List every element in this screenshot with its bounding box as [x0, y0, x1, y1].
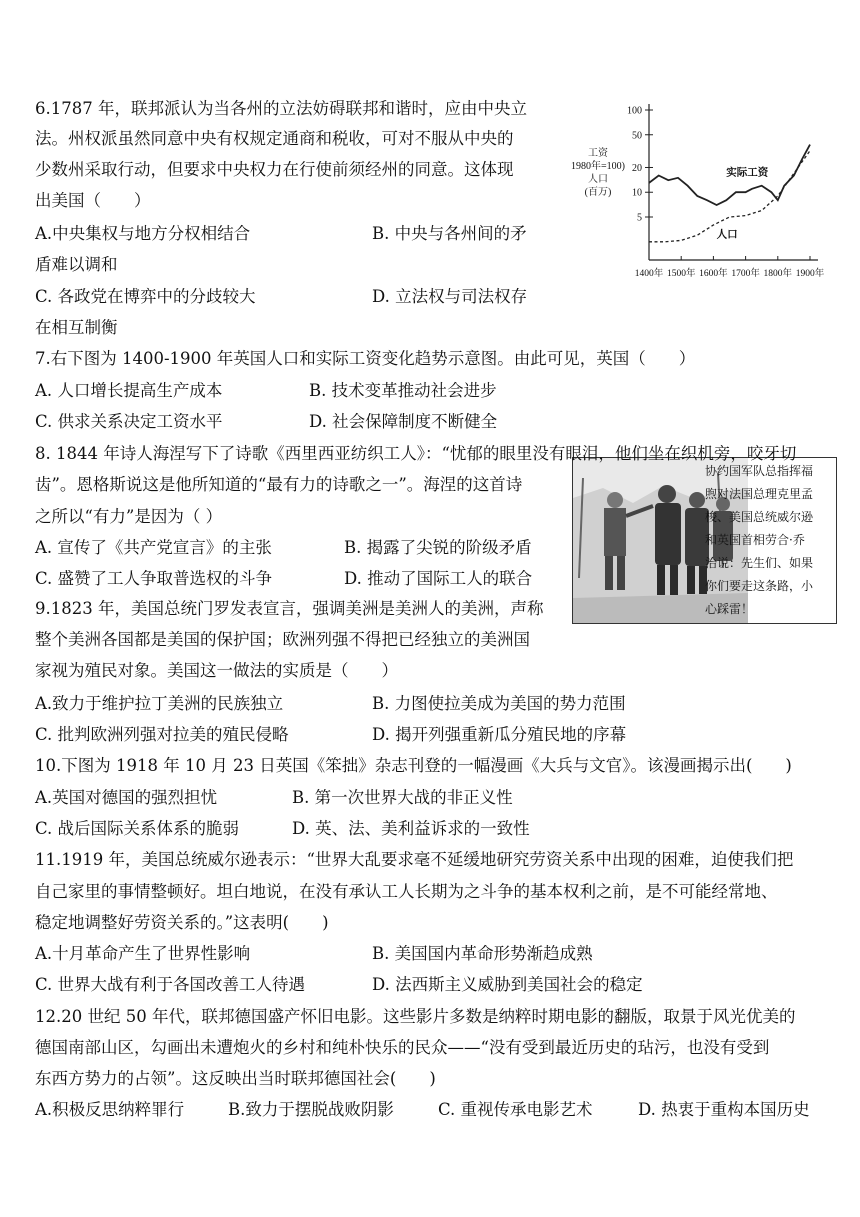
series-line-2	[649, 151, 810, 242]
q8-option-c: C. 盛赞了工人争取普选权的斗争	[35, 569, 273, 588]
q7-option-a: A. 人口增长提高生产成本	[35, 381, 223, 400]
q12-option-d: D. 热衷于重构本国历史	[638, 1100, 810, 1119]
x-tick-label: 1500年	[666, 269, 696, 279]
q10-stem: 10.下图为 1918 年 10 月 23 日英国《笨拙》杂志刊登的一幅漫画《大兵与文官》。该漫画揭示出( )	[35, 756, 792, 775]
cartoon-caption-5: 治说：先生们、如果	[705, 556, 814, 570]
q11-stem-line-3: 稳定地调整好劳资关系的。”这表明( )	[35, 913, 329, 932]
q6-option-b-cont: 盾难以调和	[35, 255, 118, 274]
q11-stem-line-1: 11.1919 年，美国总统威尔逊表示：“世界大乱要求毫不延缓地研究劳资关系中出现的困难，迫使我们把	[35, 850, 794, 869]
q6-option-b: B. 中央与各州间的矛	[372, 224, 527, 243]
cartoon-caption-3: 梭、美国总统威尔逊	[705, 510, 814, 524]
x-tick-label: 1600年	[699, 269, 728, 279]
q6-option-d: D. 立法权与司法权存	[372, 287, 528, 306]
series	[649, 145, 810, 242]
cartoon-caption-4: 和英国首相劳合·乔	[705, 533, 805, 547]
y-label-line: 工资	[588, 148, 608, 159]
x-tick-label: 1400年	[634, 269, 664, 279]
q11-stem-line-2: 自己家里的事情整顿好。坦白地说，在没有承认工人长期为之斗争的基本权利之前，是不可能经常地、	[35, 882, 778, 901]
q11-option-d: D. 法西斯主义威胁到美国社会的稳定	[372, 975, 643, 994]
y-label-line: (百万)	[584, 187, 612, 198]
q8-option-d: D. 推动了国际工人的联合	[344, 569, 533, 588]
q10-option-b: B. 第一次世界大战的非正义性	[292, 788, 513, 807]
q9-stem-line-1: 9.1823 年，美国总统门罗发表宣言，强调美洲是美洲人的美洲，声称	[35, 599, 544, 618]
cartoon-caption-1: 协约国军队总指挥福	[705, 464, 814, 478]
q12-stem-line-1: 12.20 世纪 50 年代，联邦德国盛产怀旧电影。这些影片多数是纳粹时期电影的翻版，取景于风光优美的	[35, 1007, 796, 1026]
q12-stem-line-3: 东西方势力的占领”。这反映出当时联邦德国社会( )	[35, 1069, 436, 1088]
cartoon-caption-2: 煦对法国总理克里孟	[705, 487, 814, 501]
q6-option-c: C. 各政党在博弈中的分歧较大	[35, 287, 256, 306]
q7-stem: 7.右下图为 1400-1900 年英国人口和实际工资变化趋势示意图。由此可见，英国（ ）	[35, 349, 696, 368]
q10-option-d: D. 英、法、美利益诉求的一致性	[292, 819, 530, 838]
q6-stem-line-1: 6.1787 年，联邦派认为当各州的立法妨碍联邦和谐时，应由中央立	[35, 99, 527, 118]
q7-option-b: B. 技术变革推动社会进步	[309, 381, 497, 400]
q7-option-d: D. 社会保障制度不断健全	[309, 412, 498, 431]
y-tick-label: 50	[632, 130, 642, 142]
y-tick-label: 100	[627, 105, 642, 117]
x-tick-label: 1800年	[763, 269, 793, 279]
q12-option-a: A.积极反思纳粹罪行	[35, 1100, 185, 1119]
q10-option-a: A.英国对德国的强烈担忧	[35, 788, 218, 807]
q11-option-b: B. 美国国内革命形势渐趋成熟	[372, 944, 593, 963]
q12-option-b: B.致力于摆脱战败阴影	[228, 1100, 394, 1119]
q12-option-c: C. 重视传承电影艺术	[438, 1100, 593, 1119]
cartoon-caption-7: 心踩雷！	[705, 602, 754, 616]
y-tick-label: 20	[632, 162, 642, 174]
q8-stem-line-2: 齿”。恩格斯说这是他所知道的“最有力的诗歌之一”。海涅的这首诗	[35, 475, 523, 494]
q7-option-c: C. 供求关系决定工资水平	[35, 412, 223, 431]
population-wage-chart	[570, 96, 830, 286]
chart-svg	[570, 96, 830, 286]
q10-option-c: C. 战后国际关系体系的脆弱	[35, 819, 240, 838]
series-label-wage: 实际工资	[726, 167, 769, 179]
q9-stem-line-3: 家视为殖民对象。美国这一做法的实质是（ ）	[35, 661, 398, 680]
q12-stem-line-2: 德国南部山区，勾画出未遭炮火的乡村和纯朴快乐的民众——“没有受到最近历史的玷污，也没有受到	[35, 1038, 770, 1057]
q8-option-b: B. 揭露了尖锐的阶级矛盾	[344, 538, 532, 557]
q6-stem-line-4: 出美国（ ）	[35, 191, 151, 210]
y-tick-label: 5	[637, 212, 642, 224]
q8-stem-line-3: 之所以“有力”是因为（ ）	[35, 507, 223, 526]
q6-stem-line-3: 少数州采取行动，但要求中央权力在行使前须经州的同意。这体现	[35, 160, 514, 179]
q8-option-a: A. 宣传了《共产党宣言》的主张	[35, 538, 272, 557]
q6-stem-line-2: 法。州权派虽然同意中央有权规定通商和税收，可对不服从中央的	[35, 129, 514, 148]
q9-option-b: B. 力图使拉美成为美国的势力范围	[372, 694, 626, 713]
q11-option-a: A.十月革命产生了世界性影响	[35, 944, 251, 963]
y-label-line: 1980年=100)	[571, 161, 625, 172]
x-tick-label: 1900年	[795, 269, 825, 279]
series-label-population: 人口	[716, 229, 738, 241]
y-label-line: 人口	[588, 174, 608, 185]
y-axis-label	[571, 146, 625, 198]
q9-option-a: A.致力于维护拉丁美洲的民族独立	[35, 694, 284, 713]
q9-option-d: D. 揭开列强重新瓜分殖民地的序幕	[372, 725, 627, 744]
q6-option-d-cont: 在相互制衡	[35, 318, 118, 337]
war-cartoon	[572, 457, 837, 624]
q8-stem-line-1: 8. 1844 年诗人海涅写下了诗歌《西里西亚纺织工人》：“忧郁的眼里没有眼泪，他们坐在织机旁，咬牙切	[35, 444, 797, 463]
y-tick-label: 10	[632, 187, 642, 199]
q11-option-c: C. 世界大战有利于各国改善工人待遇	[35, 975, 306, 994]
q9-option-c: C. 批判欧洲列强对拉美的殖民侵略	[35, 725, 289, 744]
q6-option-a: A.中央集权与地方分权相结合	[35, 224, 251, 243]
x-tick-label: 1700年	[731, 269, 760, 279]
q9-stem-line-2: 整个美洲各国都是美国的保护国；欧洲列强不得把已经独立的美洲国	[35, 630, 530, 649]
cartoon-caption-6: 你们要走这条路，小	[705, 579, 814, 593]
